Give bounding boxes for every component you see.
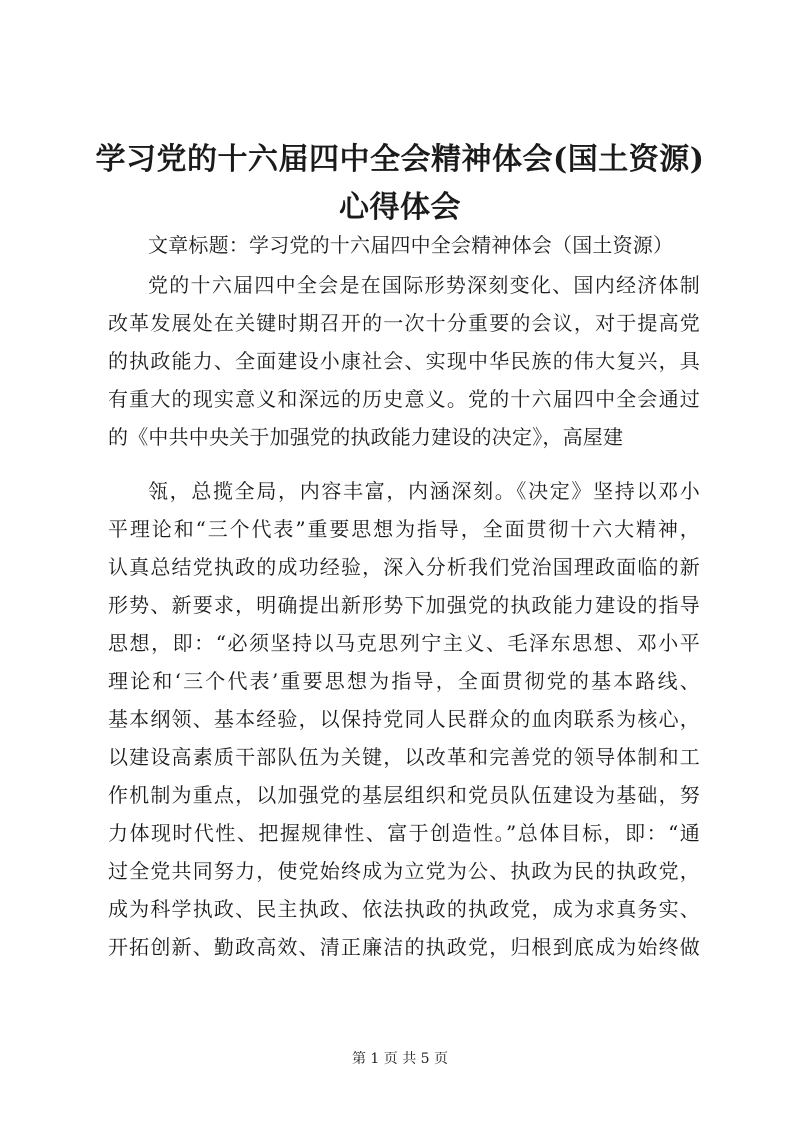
paragraph-line: 开拓创新、勤政高效、清正廉洁的执政党，归根到底成为始终做 [108,935,700,959]
paragraph-line: 过全党共同努力，使党始终成为立党为公、执政为民的执政党， [108,859,700,883]
paragraph-line: 以建设高素质干部队伍为关键，以改革和完善党的领导体制和工 [108,745,700,769]
paragraph-line: 认真总结党执政的成功经验，深入分析我们党治国理政面临的新 [108,555,700,579]
paragraph-line: 瓴，总揽全局，内容丰富，内涵深刻。《决定》坚持以邓小 [148,479,700,503]
paragraph-line: 成为科学执政、民主执政、依法执政的执政党，成为求真务实、 [108,897,700,921]
paragraph-line: 基本纲领、基本经验，以保持党同人民群众的血肉联系为核心， [108,707,700,731]
paragraph-line: 作机制为重点，以加强党的基层组织和党员队伍建设为基础，努 [108,783,700,807]
document-title-line-1: 学习党的十六届四中全会精神体会(国土资源) [95,142,705,177]
document-title-line-2: 心得体会 [339,190,461,225]
paragraph-line: 的《中共中央关于加强党的执政能力建设的决定》，高屋建 [108,425,624,449]
paragraph-line: 有重大的现实意义和深远的历史意义。党的十六届四中全会通过 [108,387,700,411]
paragraph-line: 力体现时代性、把握规律性、富于创造性。”总体目标，即：“通 [108,821,700,845]
paragraph-line: 党的十六届四中全会是在国际形势深刻变化、国内经济体制 [148,273,700,297]
paragraph-line: 的执政能力、全面建设小康社会、实现中华民族的伟大复兴，具 [108,349,700,373]
paragraph-line: 思想，即：“必须坚持以马克思列宁主义、毛泽东思想、邓小平 [108,631,700,655]
article-title-line: 文章标题：学习党的十六届四中全会精神体会（国土资源） [148,233,674,257]
paragraph-line: 平理论和“三个代表”重要思想为指导，全面贯彻十六大精神， [108,517,700,541]
page-number-footer: 第 1 页 共 5 页 [351,1051,449,1067]
paragraph-line: 理论和‘三个代表’重要思想为指导，全面贯彻党的基本路线、 [108,669,700,693]
paragraph-line: 形势、新要求，明确提出新形势下加强党的执政能力建设的指导 [108,593,700,617]
paragraph-line: 改革发展处在关键时期召开的一次十分重要的会议，对于提高党 [108,311,700,335]
